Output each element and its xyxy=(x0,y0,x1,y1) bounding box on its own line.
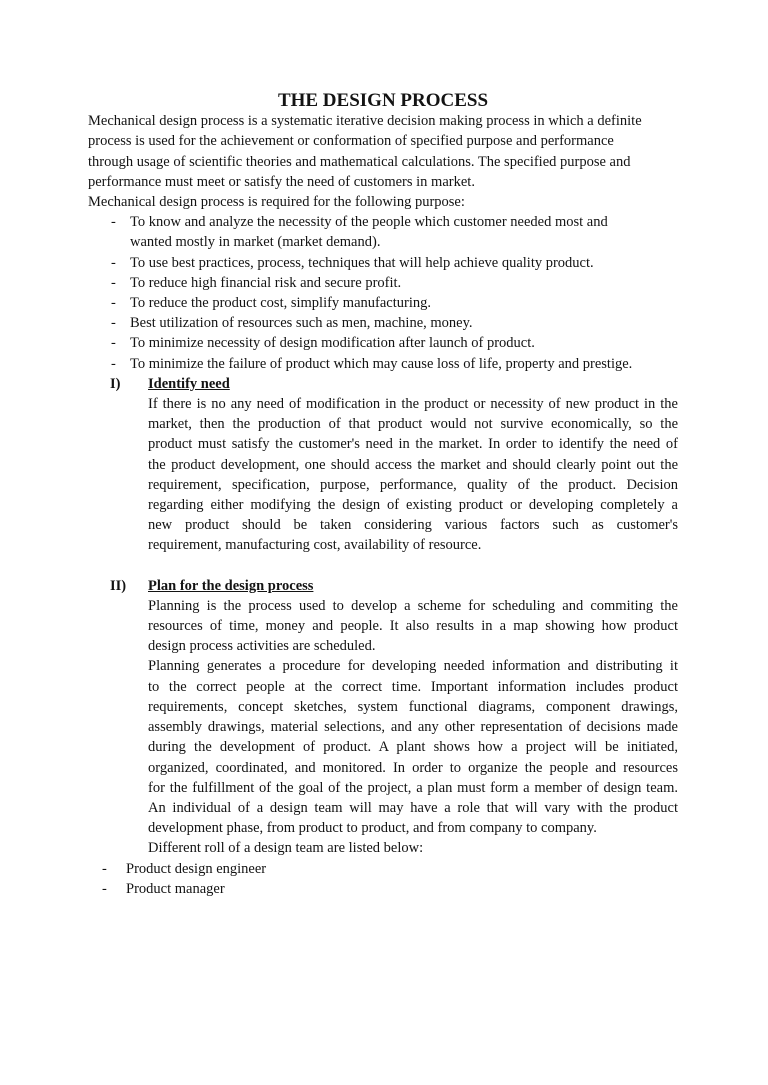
dash-bullet-marker: - xyxy=(111,274,116,291)
dash-bullet-marker: - xyxy=(111,295,116,312)
list-item xyxy=(88,253,678,273)
text-line: Different roll of a design team are listed below: xyxy=(148,840,424,857)
text-line: requirement, specification, purpose, performance, quality of the product. Decision xyxy=(148,476,678,493)
section-heading: Plan for the design process xyxy=(148,577,314,594)
text-line: product must satisfy the customer's need in the market. In order to identify the need of xyxy=(148,436,678,453)
text-line: wanted mostly in market (market demand). xyxy=(130,234,381,251)
list-item xyxy=(88,859,678,879)
text-line: for the fulfillment of the goal of the project, a plan must form a member of design team. xyxy=(148,779,678,796)
list-item xyxy=(88,212,678,252)
text-line: To use best practices, process, techniques that will help achieve quality product. xyxy=(130,254,594,271)
section-paragraph xyxy=(148,596,678,657)
text-line: assembly drawings, material selections, and any other representation of decisions made xyxy=(148,719,678,736)
text-line: resources of time, money and people. It also results in a map showing how product xyxy=(148,618,678,635)
section-plan-for-design-process xyxy=(88,576,678,859)
list-item xyxy=(88,293,678,313)
dash-bullet-marker: - xyxy=(102,860,107,877)
text-line: development phase, from product to product, and from company to company. xyxy=(148,820,597,837)
section-heading-row xyxy=(88,576,678,596)
list-item-text xyxy=(130,354,678,374)
text-line: An individual of a design team will may have a role that will vary with the product xyxy=(148,799,678,816)
dash-bullet-marker: - xyxy=(111,254,116,271)
text-line: regarding either modifying the design of existing product or developing completely a xyxy=(148,497,678,514)
document-page xyxy=(88,91,678,899)
list-item-text xyxy=(130,273,678,293)
text-line: performance must meet or satisfy the need of customers in market. xyxy=(88,173,475,190)
section-paragraph xyxy=(148,838,678,858)
text-line: design process activities are scheduled. xyxy=(148,638,376,655)
dash-bullet-marker: - xyxy=(111,214,116,231)
text-line: to the correct people at the correct time. Important information includes product xyxy=(148,678,678,695)
list-item-text xyxy=(130,293,678,313)
section-numeral: II) xyxy=(110,577,127,594)
list-item xyxy=(88,273,678,293)
text-line: during the development of product. A plant shows how a project will be initiated, xyxy=(148,739,678,756)
section-heading: Identify need xyxy=(148,375,230,392)
dash-bullet-marker: - xyxy=(111,335,116,352)
list-item xyxy=(88,313,678,333)
section-identify-need xyxy=(88,374,678,556)
list-item-text xyxy=(130,212,678,252)
intro-paragraph xyxy=(88,111,678,192)
text-line: Best utilization of resources such as men, machine, money. xyxy=(130,315,473,332)
list-item xyxy=(88,354,678,374)
text-line: To reduce high financial risk and secure profit. xyxy=(130,274,402,291)
list-item xyxy=(88,879,678,899)
dash-bullet-marker: - xyxy=(111,315,116,332)
list-item xyxy=(88,333,678,353)
list-item-text xyxy=(130,253,678,273)
list-item-text xyxy=(130,333,678,353)
text-line: To reduce the product cost, simplify manufacturing. xyxy=(130,295,431,312)
dash-bullet-marker: - xyxy=(111,355,116,372)
section-heading-row xyxy=(88,374,678,394)
text-line: process is used for the achievement or conformation of specified purpose and performance xyxy=(88,133,614,150)
text-line: Product design engineer xyxy=(126,860,267,877)
text-line: Planning generates a procedure for developing needed information and distributing it xyxy=(148,658,678,675)
text-line: Mechanical design process is a systematic iterative decision making process in which a definite xyxy=(88,113,642,130)
purpose-list xyxy=(88,212,678,374)
text-line: To know and analyze the necessity of the people which customer needed most and xyxy=(130,214,608,231)
section-paragraph xyxy=(148,656,678,838)
section-numeral: I) xyxy=(110,375,121,392)
text-line: requirement, manufacturing cost, availability of resource. xyxy=(148,537,482,554)
text-line: To minimize necessity of design modification after launch of product. xyxy=(130,335,535,352)
dash-bullet-marker: - xyxy=(102,880,107,897)
list-item-text xyxy=(126,859,678,879)
text-line: market, then the production of that product would not survive economically, so the xyxy=(148,416,678,433)
list-item-text xyxy=(126,879,678,899)
list-item-text xyxy=(130,313,678,333)
text-line: Product manager xyxy=(126,880,225,897)
text-line: Planning is the process used to develop a scheme for scheduling and commiting the xyxy=(148,597,678,614)
document-title: THE DESIGN PROCESS xyxy=(277,90,489,111)
purpose-lead-line: Mechanical design process is required for the following purpose: xyxy=(88,194,465,211)
text-line: requirements, concept sketches, system functional diagrams, component drawings, xyxy=(148,698,678,715)
text-line: organized, coordinated, and monitored. In order to organize the people and resources xyxy=(148,759,678,776)
text-line: To minimize the failure of product which may cause loss of life, property and prestige. xyxy=(130,355,633,372)
text-line: If there is no any need of modification in the product or necessity of new product in the xyxy=(148,396,678,413)
text-line: new product should be taken considering various factors such as customer's xyxy=(148,517,678,534)
section-paragraph xyxy=(148,394,678,556)
text-line: through usage of scientific theories and mathematical calculations. The specified purpose and xyxy=(88,153,631,170)
text-line: the product development, one should access the market and should clearly point out the xyxy=(148,456,678,473)
design-team-roles-list xyxy=(88,859,678,899)
